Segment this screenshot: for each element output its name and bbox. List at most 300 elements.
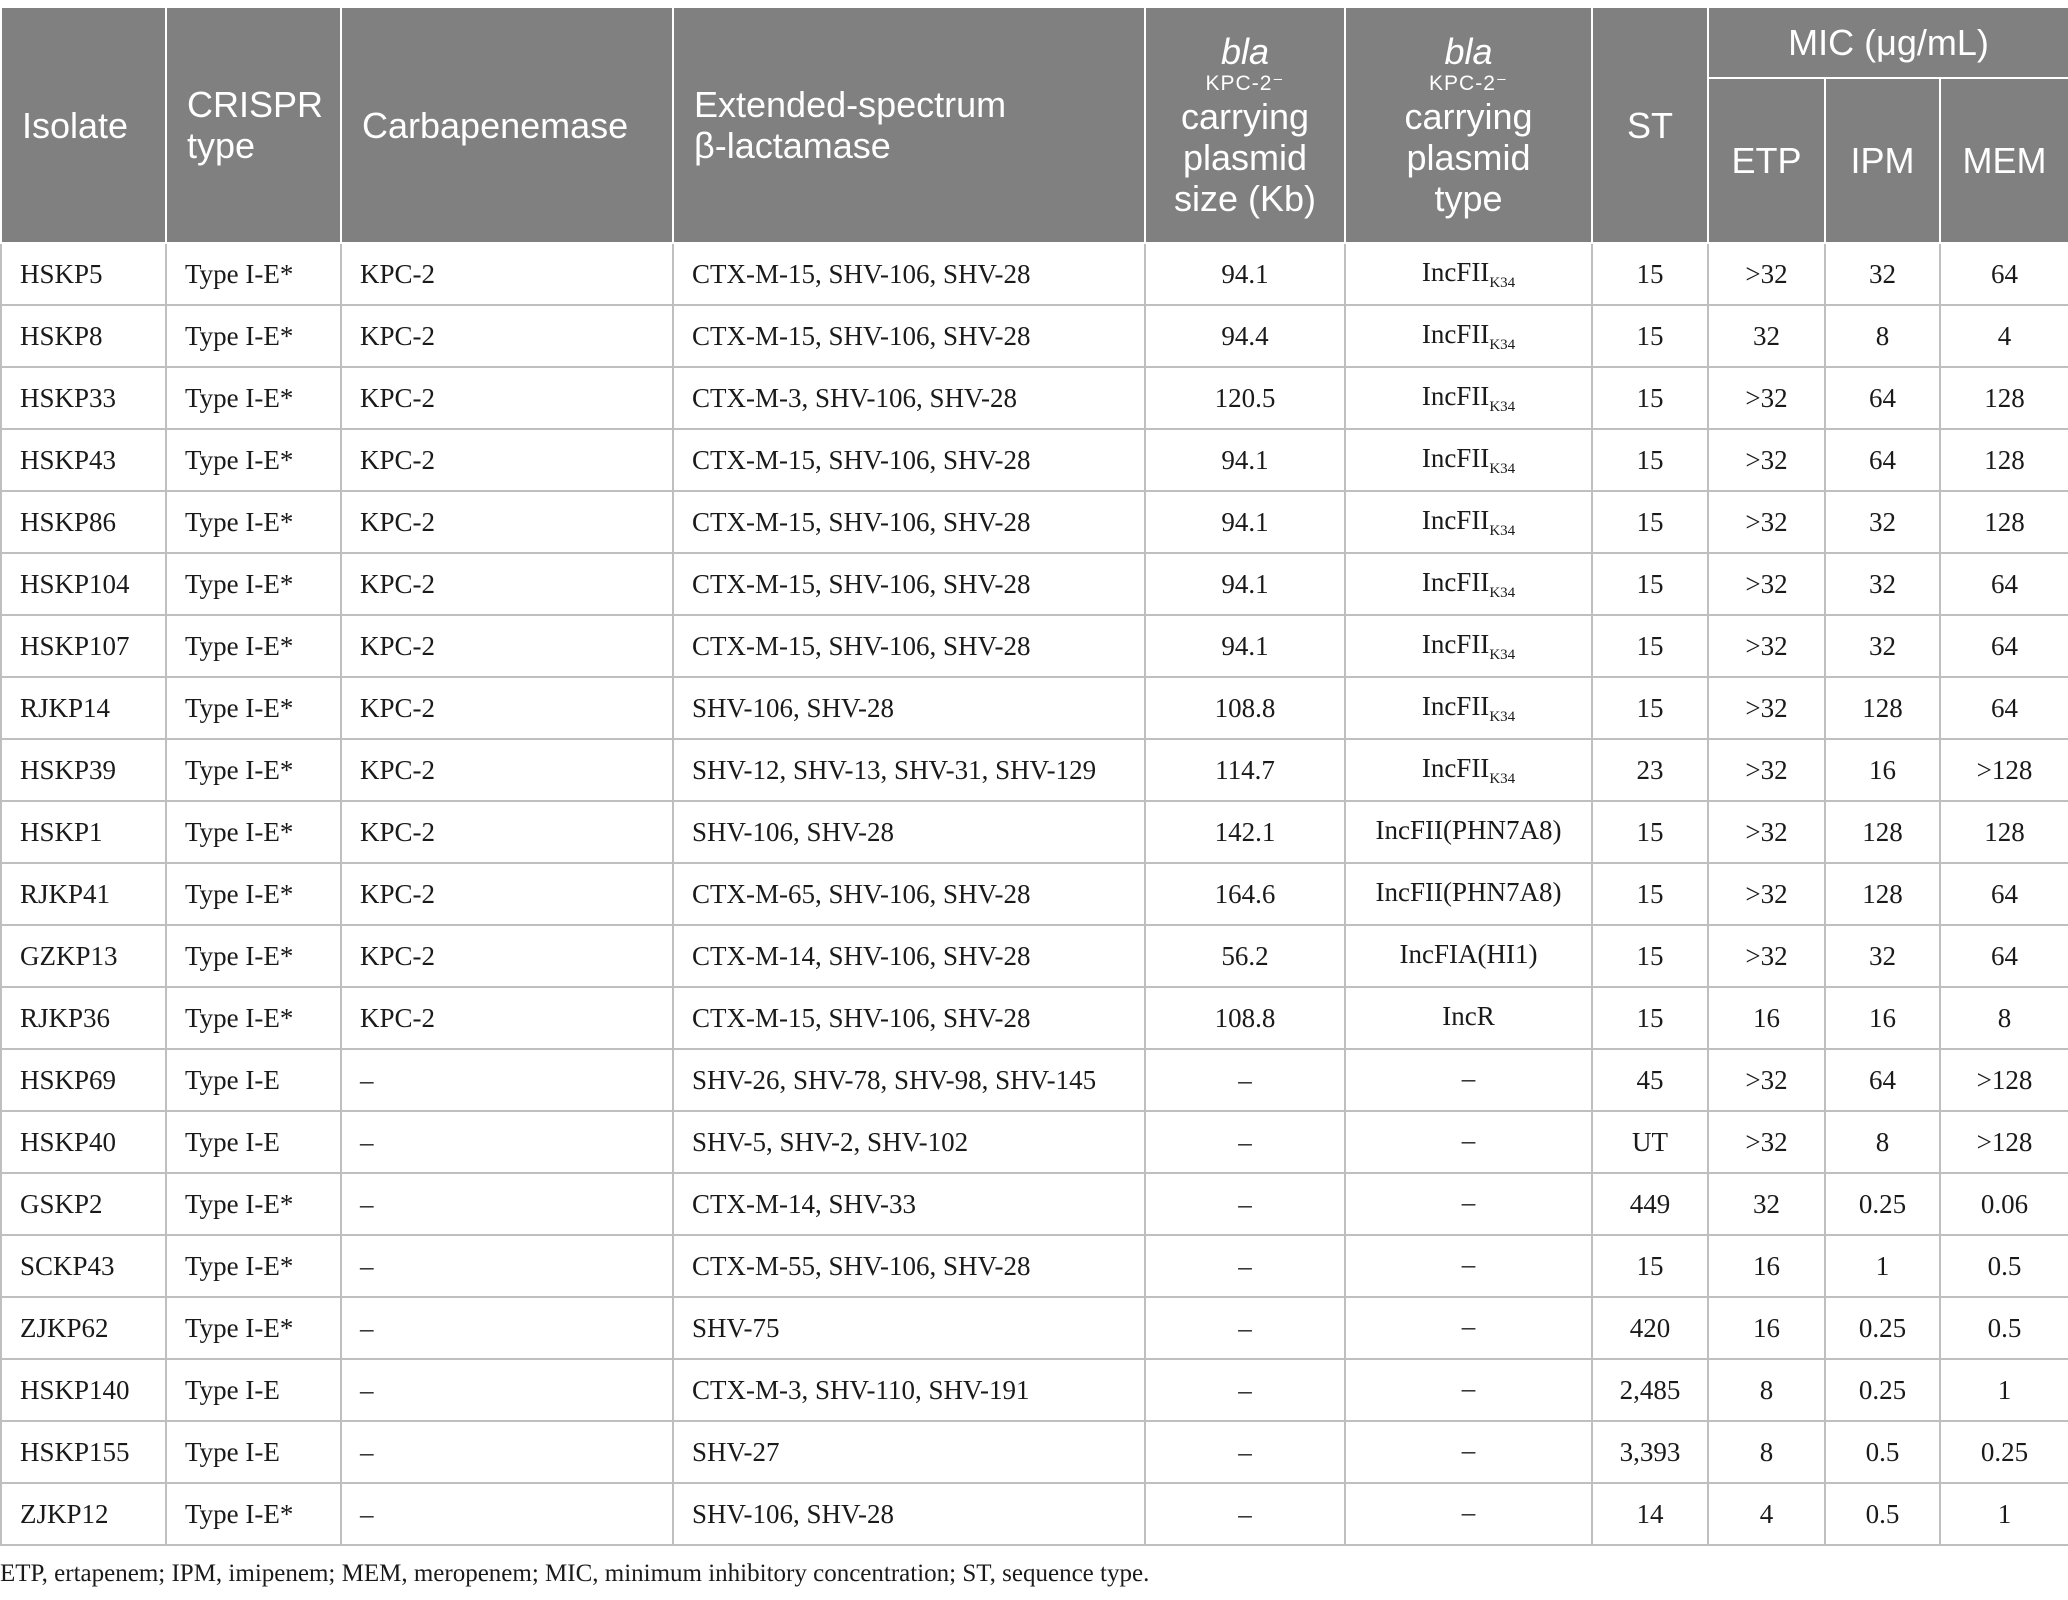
esbl-cell bbox=[673, 863, 1145, 925]
ipm-cell bbox=[1825, 801, 1940, 863]
esbl-cell-text: CTX-M-15, SHV-106, SHV-28 bbox=[692, 568, 1031, 599]
table-row bbox=[1, 1111, 2068, 1173]
isolate-cell bbox=[1, 1235, 166, 1297]
carbapenemase-cell-text: KPC-2 bbox=[360, 320, 436, 351]
carbapenemase-cell-text: – bbox=[360, 1374, 374, 1405]
esbl-cell-text: SHV-106, SHV-28 bbox=[692, 692, 895, 723]
isolate-cell-text: HSKP40 bbox=[20, 1126, 117, 1157]
header-esbl-line2: β-lactamase bbox=[694, 125, 891, 166]
plasmid-type-cell bbox=[1345, 243, 1592, 305]
header-crispr-line1: CRISPR bbox=[187, 84, 324, 125]
ipm-cell bbox=[1825, 1049, 1940, 1111]
ipm-cell-text: 0.25 bbox=[1858, 1188, 1907, 1219]
etp-cell bbox=[1708, 1049, 1825, 1111]
etp-cell-text: >32 bbox=[1745, 444, 1788, 475]
etp-cell-text: 8 bbox=[1759, 1436, 1774, 1467]
etp-cell bbox=[1708, 615, 1825, 677]
table-row bbox=[1, 243, 2068, 305]
ipm-cell-text: 1 bbox=[1875, 1250, 1890, 1281]
crispr-type-cell-text: Type I-E* bbox=[185, 568, 294, 599]
etp-cell-text: >32 bbox=[1745, 1126, 1788, 1157]
plasmid-size-cell bbox=[1145, 429, 1345, 491]
mem-cell bbox=[1940, 305, 2068, 367]
crispr-type-cell bbox=[166, 1359, 341, 1421]
crispr-type-cell-text: Type I-E* bbox=[185, 382, 294, 413]
crispr-type-cell-text: Type I-E* bbox=[185, 630, 294, 661]
plasmid-type-cell-text: IncFII bbox=[1421, 380, 1490, 411]
mem-cell-text: 0.06 bbox=[1980, 1188, 2029, 1219]
carbapenemase-cell-text: KPC-2 bbox=[360, 754, 436, 785]
mem-cell-text: 128 bbox=[1984, 444, 2025, 475]
mem-cell-text: 1 bbox=[1997, 1498, 2012, 1529]
ipm-cell-text: 0.5 bbox=[1865, 1498, 1900, 1529]
mem-cell-text: 64 bbox=[1991, 940, 2019, 971]
ipm-cell-text: 32 bbox=[1869, 630, 1896, 661]
carbapenemase-cell bbox=[341, 1421, 673, 1483]
st-cell bbox=[1592, 987, 1708, 1049]
header-plasmid-type-line2: plasmid bbox=[1406, 137, 1531, 178]
table-row bbox=[1, 1173, 2068, 1235]
ipm-cell bbox=[1825, 1421, 1940, 1483]
etp-cell bbox=[1708, 1173, 1825, 1235]
etp-cell bbox=[1708, 1235, 1825, 1297]
plasmid-type-cell-text: – bbox=[1461, 1124, 1476, 1155]
mem-cell bbox=[1940, 801, 2068, 863]
mem-cell bbox=[1940, 987, 2068, 1049]
plasmid-size-cell bbox=[1145, 1421, 1345, 1483]
st-cell-text: 15 bbox=[1636, 1002, 1664, 1033]
header-plasmid-size-line3: size (Kb) bbox=[1173, 178, 1317, 219]
etp-cell-text: >32 bbox=[1745, 878, 1788, 909]
mem-cell bbox=[1940, 1421, 2068, 1483]
st-cell bbox=[1592, 1483, 1708, 1545]
etp-cell bbox=[1708, 367, 1825, 429]
isolate-cell-text: ZJKP62 bbox=[20, 1312, 109, 1343]
st-cell bbox=[1592, 305, 1708, 367]
plasmid-size-cell bbox=[1145, 305, 1345, 367]
crispr-type-cell-text: Type I-E* bbox=[185, 1498, 294, 1529]
header-plasmid-type-line3: type bbox=[1434, 178, 1503, 219]
plasmid-type-cell-text: – bbox=[1461, 1372, 1476, 1403]
carbapenemase-cell-text: – bbox=[360, 1312, 374, 1343]
carbapenemase-cell bbox=[341, 491, 673, 553]
ipm-cell-text: 0.25 bbox=[1858, 1374, 1907, 1405]
mem-cell bbox=[1940, 925, 2068, 987]
etp-cell-text: 4 bbox=[1759, 1498, 1774, 1529]
plasmid-size-cell bbox=[1145, 243, 1345, 305]
plasmid-type-cell-text: – bbox=[1461, 1186, 1476, 1217]
etp-cell bbox=[1708, 1359, 1825, 1421]
table-row bbox=[1, 677, 2068, 739]
etp-cell bbox=[1708, 491, 1825, 553]
esbl-cell bbox=[673, 1359, 1145, 1421]
plasmid-size-cell-text: – bbox=[1238, 1436, 1252, 1467]
table-row bbox=[1, 863, 2068, 925]
etp-cell bbox=[1708, 677, 1825, 739]
isolate-cell-text: HSKP5 bbox=[20, 258, 103, 289]
header-plasmid-type-line1: carrying bbox=[1404, 96, 1533, 137]
plasmid-type-cell bbox=[1345, 1359, 1592, 1421]
carbapenemase-cell-text: KPC-2 bbox=[360, 568, 436, 599]
etp-cell-text: >32 bbox=[1745, 258, 1788, 289]
ipm-cell bbox=[1825, 1297, 1940, 1359]
mem-cell-text: 64 bbox=[1991, 630, 2019, 661]
mem-cell-text: 128 bbox=[1984, 506, 2025, 537]
esbl-cell bbox=[673, 739, 1145, 801]
plasmid-size-cell bbox=[1145, 925, 1345, 987]
plasmid-size-cell-text: 94.1 bbox=[1221, 444, 1269, 475]
mem-cell bbox=[1940, 1235, 2068, 1297]
esbl-cell-text: CTX-M-15, SHV-106, SHV-28 bbox=[692, 630, 1031, 661]
crispr-type-cell-text: Type I-E bbox=[185, 1126, 280, 1157]
st-cell bbox=[1592, 1235, 1708, 1297]
st-cell-text: 15 bbox=[1636, 444, 1664, 475]
table-row bbox=[1, 1297, 2068, 1359]
plasmid-type-cell bbox=[1345, 615, 1592, 677]
etp-cell-text: 16 bbox=[1753, 1312, 1780, 1343]
ipm-cell-text: 32 bbox=[1869, 568, 1896, 599]
etp-cell bbox=[1708, 243, 1825, 305]
plasmid-type-cell bbox=[1345, 1421, 1592, 1483]
plasmid-size-cell-text: 56.2 bbox=[1221, 940, 1269, 971]
plasmid-type-subscript: K34 bbox=[1489, 336, 1516, 353]
carbapenemase-cell-text: – bbox=[360, 1498, 374, 1529]
header-etp: ETP bbox=[1708, 78, 1825, 243]
isolate-cell-text: HSKP43 bbox=[20, 444, 117, 475]
ipm-cell bbox=[1825, 305, 1940, 367]
etp-cell bbox=[1708, 1483, 1825, 1545]
plasmid-type-cell-text: IncFII bbox=[1421, 690, 1490, 721]
etp-cell-text: >32 bbox=[1745, 692, 1788, 723]
mem-cell bbox=[1940, 429, 2068, 491]
st-cell bbox=[1592, 1297, 1708, 1359]
plasmid-size-cell bbox=[1145, 553, 1345, 615]
etp-cell bbox=[1708, 1421, 1825, 1483]
plasmid-size-cell-text: 94.1 bbox=[1221, 568, 1269, 599]
plasmid-size-cell-text: 114.7 bbox=[1215, 754, 1275, 785]
esbl-cell bbox=[673, 1111, 1145, 1173]
esbl-cell bbox=[673, 429, 1145, 491]
crispr-type-cell-text: Type I-E* bbox=[185, 754, 294, 785]
carbapenemase-cell-text: – bbox=[360, 1126, 374, 1157]
mem-cell bbox=[1940, 491, 2068, 553]
plasmid-type-cell bbox=[1345, 1049, 1592, 1111]
plasmid-size-cell-text: 108.8 bbox=[1214, 1002, 1276, 1033]
ipm-cell bbox=[1825, 987, 1940, 1049]
plasmid-type-cell-text: – bbox=[1461, 1248, 1476, 1279]
plasmid-type-subscript: K34 bbox=[1489, 646, 1516, 663]
mem-cell-text: 0.5 bbox=[1987, 1250, 2022, 1281]
isolate-cell bbox=[1, 429, 166, 491]
carbapenemase-cell bbox=[341, 553, 673, 615]
plasmid-size-cell bbox=[1145, 367, 1345, 429]
st-cell bbox=[1592, 367, 1708, 429]
mem-cell-text: 64 bbox=[1991, 878, 2019, 909]
etp-cell-text: 8 bbox=[1759, 1374, 1774, 1405]
mem-cell bbox=[1940, 863, 2068, 925]
etp-cell-text: >32 bbox=[1745, 940, 1788, 971]
plasmid-size-cell bbox=[1145, 677, 1345, 739]
isolate-cell bbox=[1, 1297, 166, 1359]
st-cell-text: 15 bbox=[1636, 692, 1664, 723]
carbapenemase-cell bbox=[341, 305, 673, 367]
mem-cell bbox=[1940, 739, 2068, 801]
isolate-cell-text: HSKP8 bbox=[20, 320, 103, 351]
st-cell bbox=[1592, 801, 1708, 863]
esbl-cell-text: CTX-M-15, SHV-106, SHV-28 bbox=[692, 320, 1031, 351]
st-cell bbox=[1592, 491, 1708, 553]
plasmid-size-cell-text: 94.1 bbox=[1221, 630, 1269, 661]
esbl-cell bbox=[673, 491, 1145, 553]
st-cell-text: 23 bbox=[1636, 754, 1664, 785]
table-body bbox=[1, 243, 2068, 1545]
plasmid-type-cell-text: – bbox=[1461, 1062, 1476, 1093]
header-carbapenemase: Carbapenemase bbox=[341, 8, 673, 243]
mem-cell-text: 0.5 bbox=[1987, 1312, 2022, 1343]
plasmid-type-cell bbox=[1345, 367, 1592, 429]
isolate-cell-text: RJKP14 bbox=[20, 692, 111, 723]
plasmid-size-cell-text: 120.5 bbox=[1214, 382, 1276, 413]
plasmid-size-cell-text: – bbox=[1238, 1250, 1252, 1281]
table-row bbox=[1, 367, 2068, 429]
mem-cell-text: 64 bbox=[1991, 568, 2019, 599]
carbapenemase-cell-text: – bbox=[360, 1188, 374, 1219]
crispr-type-cell bbox=[166, 1049, 341, 1111]
isolate-cell bbox=[1, 491, 166, 553]
table-row bbox=[1, 1049, 2068, 1111]
etp-cell-text: >32 bbox=[1745, 816, 1788, 847]
mem-cell-text: 4 bbox=[1997, 320, 2012, 351]
table-row bbox=[1, 553, 2068, 615]
isolate-cell-text: HSKP107 bbox=[20, 630, 130, 661]
crispr-type-cell-text: Type I-E* bbox=[185, 320, 294, 351]
header-plasmid-size-kpc: KPC-2⁻ bbox=[1205, 72, 1285, 95]
plasmid-size-cell bbox=[1145, 491, 1345, 553]
st-cell-text: 15 bbox=[1636, 816, 1664, 847]
esbl-cell-text: CTX-M-14, SHV-33 bbox=[692, 1188, 917, 1219]
ipm-cell-text: 64 bbox=[1869, 1064, 1896, 1095]
st-cell-text: 15 bbox=[1636, 878, 1664, 909]
esbl-cell bbox=[673, 925, 1145, 987]
st-cell-text: 420 bbox=[1629, 1312, 1671, 1343]
plasmid-size-cell-text: – bbox=[1238, 1312, 1252, 1343]
etp-cell bbox=[1708, 553, 1825, 615]
esbl-cell bbox=[673, 1297, 1145, 1359]
isolate-cell bbox=[1, 305, 166, 367]
isolate-cell-text: RJKP41 bbox=[20, 878, 111, 909]
plasmid-type-subscript: K34 bbox=[1489, 522, 1516, 539]
st-cell-text: UT bbox=[1632, 1126, 1668, 1157]
esbl-cell-text: CTX-M-15, SHV-106, SHV-28 bbox=[692, 258, 1031, 289]
plasmid-type-cell-text: IncFII bbox=[1421, 628, 1490, 659]
header-mic: MIC (μg/mL) bbox=[1708, 8, 2068, 78]
plasmid-type-cell-text: IncFII bbox=[1421, 566, 1490, 597]
crispr-type-cell bbox=[166, 491, 341, 553]
plasmid-type-cell bbox=[1345, 1235, 1592, 1297]
etp-cell-text: >32 bbox=[1745, 382, 1788, 413]
plasmid-size-cell-text: – bbox=[1238, 1126, 1252, 1157]
crispr-type-cell bbox=[166, 429, 341, 491]
etp-cell-text: 16 bbox=[1753, 1250, 1780, 1281]
esbl-cell-text: CTX-M-15, SHV-106, SHV-28 bbox=[692, 1002, 1031, 1033]
isolate-cell bbox=[1, 987, 166, 1049]
ipm-cell bbox=[1825, 491, 1940, 553]
crispr-type-cell bbox=[166, 1483, 341, 1545]
header-plasmid-type-kpc: KPC-2⁻ bbox=[1429, 72, 1508, 95]
ipm-cell bbox=[1825, 739, 1940, 801]
esbl-cell-text: SHV-27 bbox=[692, 1436, 780, 1467]
plasmid-type-subscript: K34 bbox=[1489, 398, 1516, 415]
isolate-cell bbox=[1, 1483, 166, 1545]
etp-cell bbox=[1708, 429, 1825, 491]
crispr-type-cell-text: Type I-E* bbox=[185, 878, 294, 909]
st-cell-text: 14 bbox=[1636, 1498, 1664, 1529]
ipm-cell bbox=[1825, 367, 1940, 429]
esbl-cell-text: CTX-M-15, SHV-106, SHV-28 bbox=[692, 506, 1031, 537]
esbl-cell-text: CTX-M-65, SHV-106, SHV-28 bbox=[692, 878, 1031, 909]
crispr-type-cell bbox=[166, 1235, 341, 1297]
carbapenemase-cell-text: – bbox=[360, 1250, 374, 1281]
crispr-type-cell-text: Type I-E* bbox=[185, 258, 294, 289]
carbapenemase-cell bbox=[341, 367, 673, 429]
carbapenemase-cell bbox=[341, 1297, 673, 1359]
st-cell bbox=[1592, 677, 1708, 739]
st-cell bbox=[1592, 863, 1708, 925]
st-cell bbox=[1592, 1111, 1708, 1173]
etp-cell-text: 32 bbox=[1753, 320, 1780, 351]
crispr-type-cell bbox=[166, 305, 341, 367]
esbl-cell bbox=[673, 1049, 1145, 1111]
table-row bbox=[1, 987, 2068, 1049]
table-row bbox=[1, 925, 2068, 987]
ipm-cell bbox=[1825, 925, 1940, 987]
etp-cell-text: >32 bbox=[1745, 568, 1788, 599]
crispr-type-cell bbox=[166, 925, 341, 987]
ipm-cell bbox=[1825, 553, 1940, 615]
isolate-cell bbox=[1, 243, 166, 305]
carbapenemase-cell-text: KPC-2 bbox=[360, 1002, 436, 1033]
header-plasmid-size-bla: bla bbox=[1220, 31, 1270, 72]
plasmid-type-cell-text: IncFII(PHN7A8) bbox=[1375, 814, 1562, 845]
esbl-cell-text: CTX-M-14, SHV-106, SHV-28 bbox=[692, 940, 1031, 971]
header-crispr-type bbox=[166, 8, 341, 243]
st-cell-text: 3,393 bbox=[1619, 1436, 1681, 1467]
carbapenemase-cell-text: KPC-2 bbox=[360, 258, 436, 289]
st-cell bbox=[1592, 739, 1708, 801]
ipm-cell-text: 8 bbox=[1875, 320, 1890, 351]
st-cell-text: 15 bbox=[1636, 258, 1664, 289]
ipm-cell bbox=[1825, 1359, 1940, 1421]
mem-cell-text: 64 bbox=[1991, 258, 2019, 289]
plasmid-type-cell bbox=[1345, 677, 1592, 739]
crispr-type-cell-text: Type I-E* bbox=[185, 816, 294, 847]
esbl-cell-text: CTX-M-3, SHV-106, SHV-28 bbox=[692, 382, 1018, 413]
carbapenemase-cell bbox=[341, 987, 673, 1049]
esbl-cell bbox=[673, 305, 1145, 367]
mem-cell bbox=[1940, 553, 2068, 615]
plasmid-type-cell bbox=[1345, 1297, 1592, 1359]
plasmid-type-cell bbox=[1345, 429, 1592, 491]
carbapenemase-cell bbox=[341, 739, 673, 801]
header-plasmid-size bbox=[1145, 8, 1345, 243]
st-cell-text: 15 bbox=[1636, 382, 1664, 413]
esbl-cell-text: CTX-M-55, SHV-106, SHV-28 bbox=[692, 1250, 1031, 1281]
carbapenemase-cell-text: KPC-2 bbox=[360, 444, 436, 475]
plasmid-type-cell bbox=[1345, 739, 1592, 801]
header-isolate: Isolate bbox=[1, 8, 166, 243]
isolate-cell-text: SCKP43 bbox=[20, 1250, 115, 1281]
ipm-cell-text: 32 bbox=[1869, 258, 1896, 289]
carbapenemase-cell-text: KPC-2 bbox=[360, 816, 436, 847]
plasmid-size-cell bbox=[1145, 739, 1345, 801]
carbapenemase-cell bbox=[341, 429, 673, 491]
plasmid-type-cell-text: – bbox=[1461, 1496, 1476, 1527]
plasmid-type-cell-text: IncFIA(HI1) bbox=[1399, 938, 1538, 969]
carbapenemase-cell-text: KPC-2 bbox=[360, 506, 436, 537]
st-cell-text: 449 bbox=[1629, 1188, 1671, 1219]
crispr-type-cell bbox=[166, 1173, 341, 1235]
esbl-cell-text: CTX-M-3, SHV-110, SHV-191 bbox=[692, 1374, 1030, 1405]
ipm-cell-text: 16 bbox=[1869, 754, 1896, 785]
esbl-cell bbox=[673, 367, 1145, 429]
plasmid-size-cell bbox=[1145, 1111, 1345, 1173]
header-crispr-line2: type bbox=[187, 125, 256, 166]
carbapenemase-cell-text: – bbox=[360, 1064, 374, 1095]
st-cell-text: 45 bbox=[1636, 1064, 1664, 1095]
carbapenemase-cell bbox=[341, 243, 673, 305]
plasmid-size-cell bbox=[1145, 1297, 1345, 1359]
plasmid-size-cell bbox=[1145, 1359, 1345, 1421]
ipm-cell bbox=[1825, 1483, 1940, 1545]
mem-cell-text: >128 bbox=[1976, 1064, 2033, 1095]
mem-cell bbox=[1940, 1049, 2068, 1111]
ipm-cell-text: 128 bbox=[1862, 816, 1903, 847]
plasmid-size-cell bbox=[1145, 1235, 1345, 1297]
plasmid-size-cell-text: 94.1 bbox=[1221, 506, 1269, 537]
crispr-type-cell bbox=[166, 677, 341, 739]
plasmid-type-cell bbox=[1345, 1173, 1592, 1235]
plasmid-type-subscript: K34 bbox=[1489, 274, 1516, 291]
st-cell-text: 15 bbox=[1636, 940, 1664, 971]
plasmid-type-cell bbox=[1345, 1111, 1592, 1173]
carbapenemase-cell bbox=[341, 1235, 673, 1297]
etp-cell-text: >32 bbox=[1745, 506, 1788, 537]
mem-cell-text: >128 bbox=[1976, 754, 2033, 785]
esbl-cell bbox=[673, 243, 1145, 305]
esbl-cell bbox=[673, 677, 1145, 739]
mem-cell bbox=[1940, 1297, 2068, 1359]
crispr-type-cell bbox=[166, 1421, 341, 1483]
mem-cell-text: 8 bbox=[1997, 1002, 2012, 1033]
etp-cell bbox=[1708, 305, 1825, 367]
isolate-cell-text: ZJKP12 bbox=[20, 1498, 109, 1529]
plasmid-type-cell-text: IncFII bbox=[1421, 504, 1490, 535]
isolate-cell-text: HSKP69 bbox=[20, 1064, 117, 1095]
table-row bbox=[1, 739, 2068, 801]
etp-cell bbox=[1708, 801, 1825, 863]
st-cell bbox=[1592, 429, 1708, 491]
plasmid-type-cell-text: IncFII bbox=[1421, 256, 1490, 287]
esbl-cell-text: SHV-12, SHV-13, SHV-31, SHV-129 bbox=[692, 754, 1097, 785]
plasmid-type-cell-text: IncR bbox=[1442, 1000, 1495, 1031]
carbapenemase-cell bbox=[341, 1049, 673, 1111]
crispr-type-cell-text: Type I-E* bbox=[185, 506, 294, 537]
carbapenemase-cell bbox=[341, 863, 673, 925]
carbapenemase-cell bbox=[341, 1173, 673, 1235]
carbapenemase-cell-text: KPC-2 bbox=[360, 878, 436, 909]
crispr-type-cell bbox=[166, 863, 341, 925]
st-cell-text: 15 bbox=[1636, 1250, 1664, 1281]
